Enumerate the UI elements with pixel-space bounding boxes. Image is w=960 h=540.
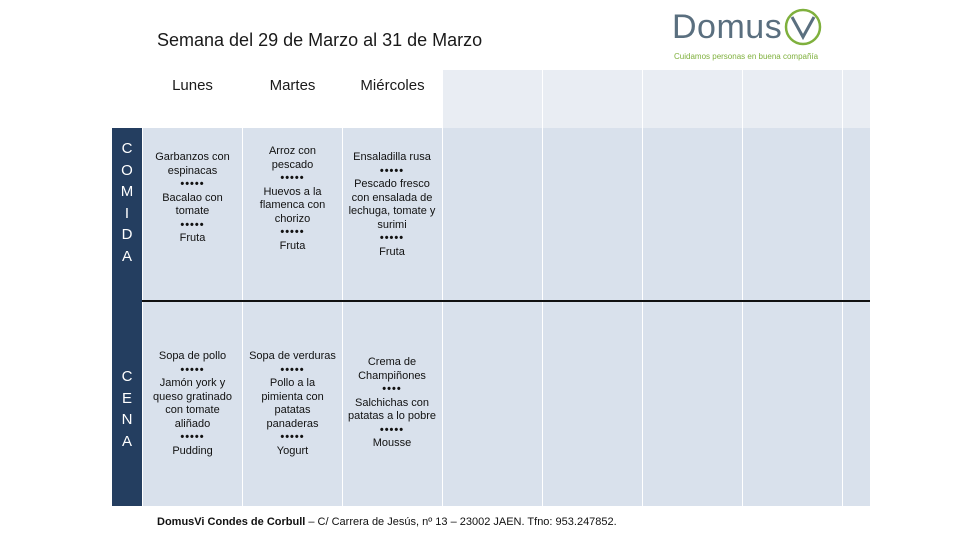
section-divider [142,300,870,302]
day-header-martes: Martes [269,77,316,94]
cena-lunes: Sopa de pollo ••••• Jamón york y queso gratinado con tomate aliñado ••••• Pudding [153,350,232,457]
day-header-lunes: Lunes [172,77,213,94]
comida-martes: Arroz con pescado ••••• Huevos a la flamenca con chorizo ••••• Fruta [259,145,326,252]
cena-martes: Sopa de verduras ••••• Pollo a la pimienta con patatas panaderas ••••• Yogurt [249,350,336,457]
domusvi-logo [670,4,830,64]
column-empty-5 [843,70,870,506]
column-empty-4 [743,70,842,506]
page-title: Semana del 29 de Marzo al 31 de Marzo [157,30,483,50]
footer-address-text: – C/ Carrera de Jesús, nº 13 – 23002 JAEN. Tfno: 953.247852. [305,516,617,528]
comida-side-label [112,128,142,301]
comida-letters: C O M I D A [120,140,134,265]
heart-v-icon [783,7,823,47]
column-empty-3 [643,70,742,506]
logo-tagline: Cuidamos personas en buena compañía [674,52,819,61]
column-empty-2 [543,70,642,506]
footer-center-name: DomusVi Condes de Corbull [157,516,306,528]
cena-letters: C E N A [121,368,133,450]
cena-side-label [112,301,142,506]
cena-miercoles: Crema de Champiñones •••• Salchichas con patatas a lo pobre ••••• Mousse [347,356,437,449]
column-empty-1 [443,70,542,506]
footer-address [157,516,617,528]
day-header-miercoles: Miércoles [360,77,425,94]
comida-lunes: Garbanzos con espinacas ••••• Bacalao con tomate ••••• Fruta [155,151,230,244]
comida-miercoles: Ensaladilla rusa ••••• Pescado fresco con ensalada de lechuga, tomate y surimi ••••• Fruta [348,151,436,258]
logo-wordmark: Domus [672,8,783,46]
